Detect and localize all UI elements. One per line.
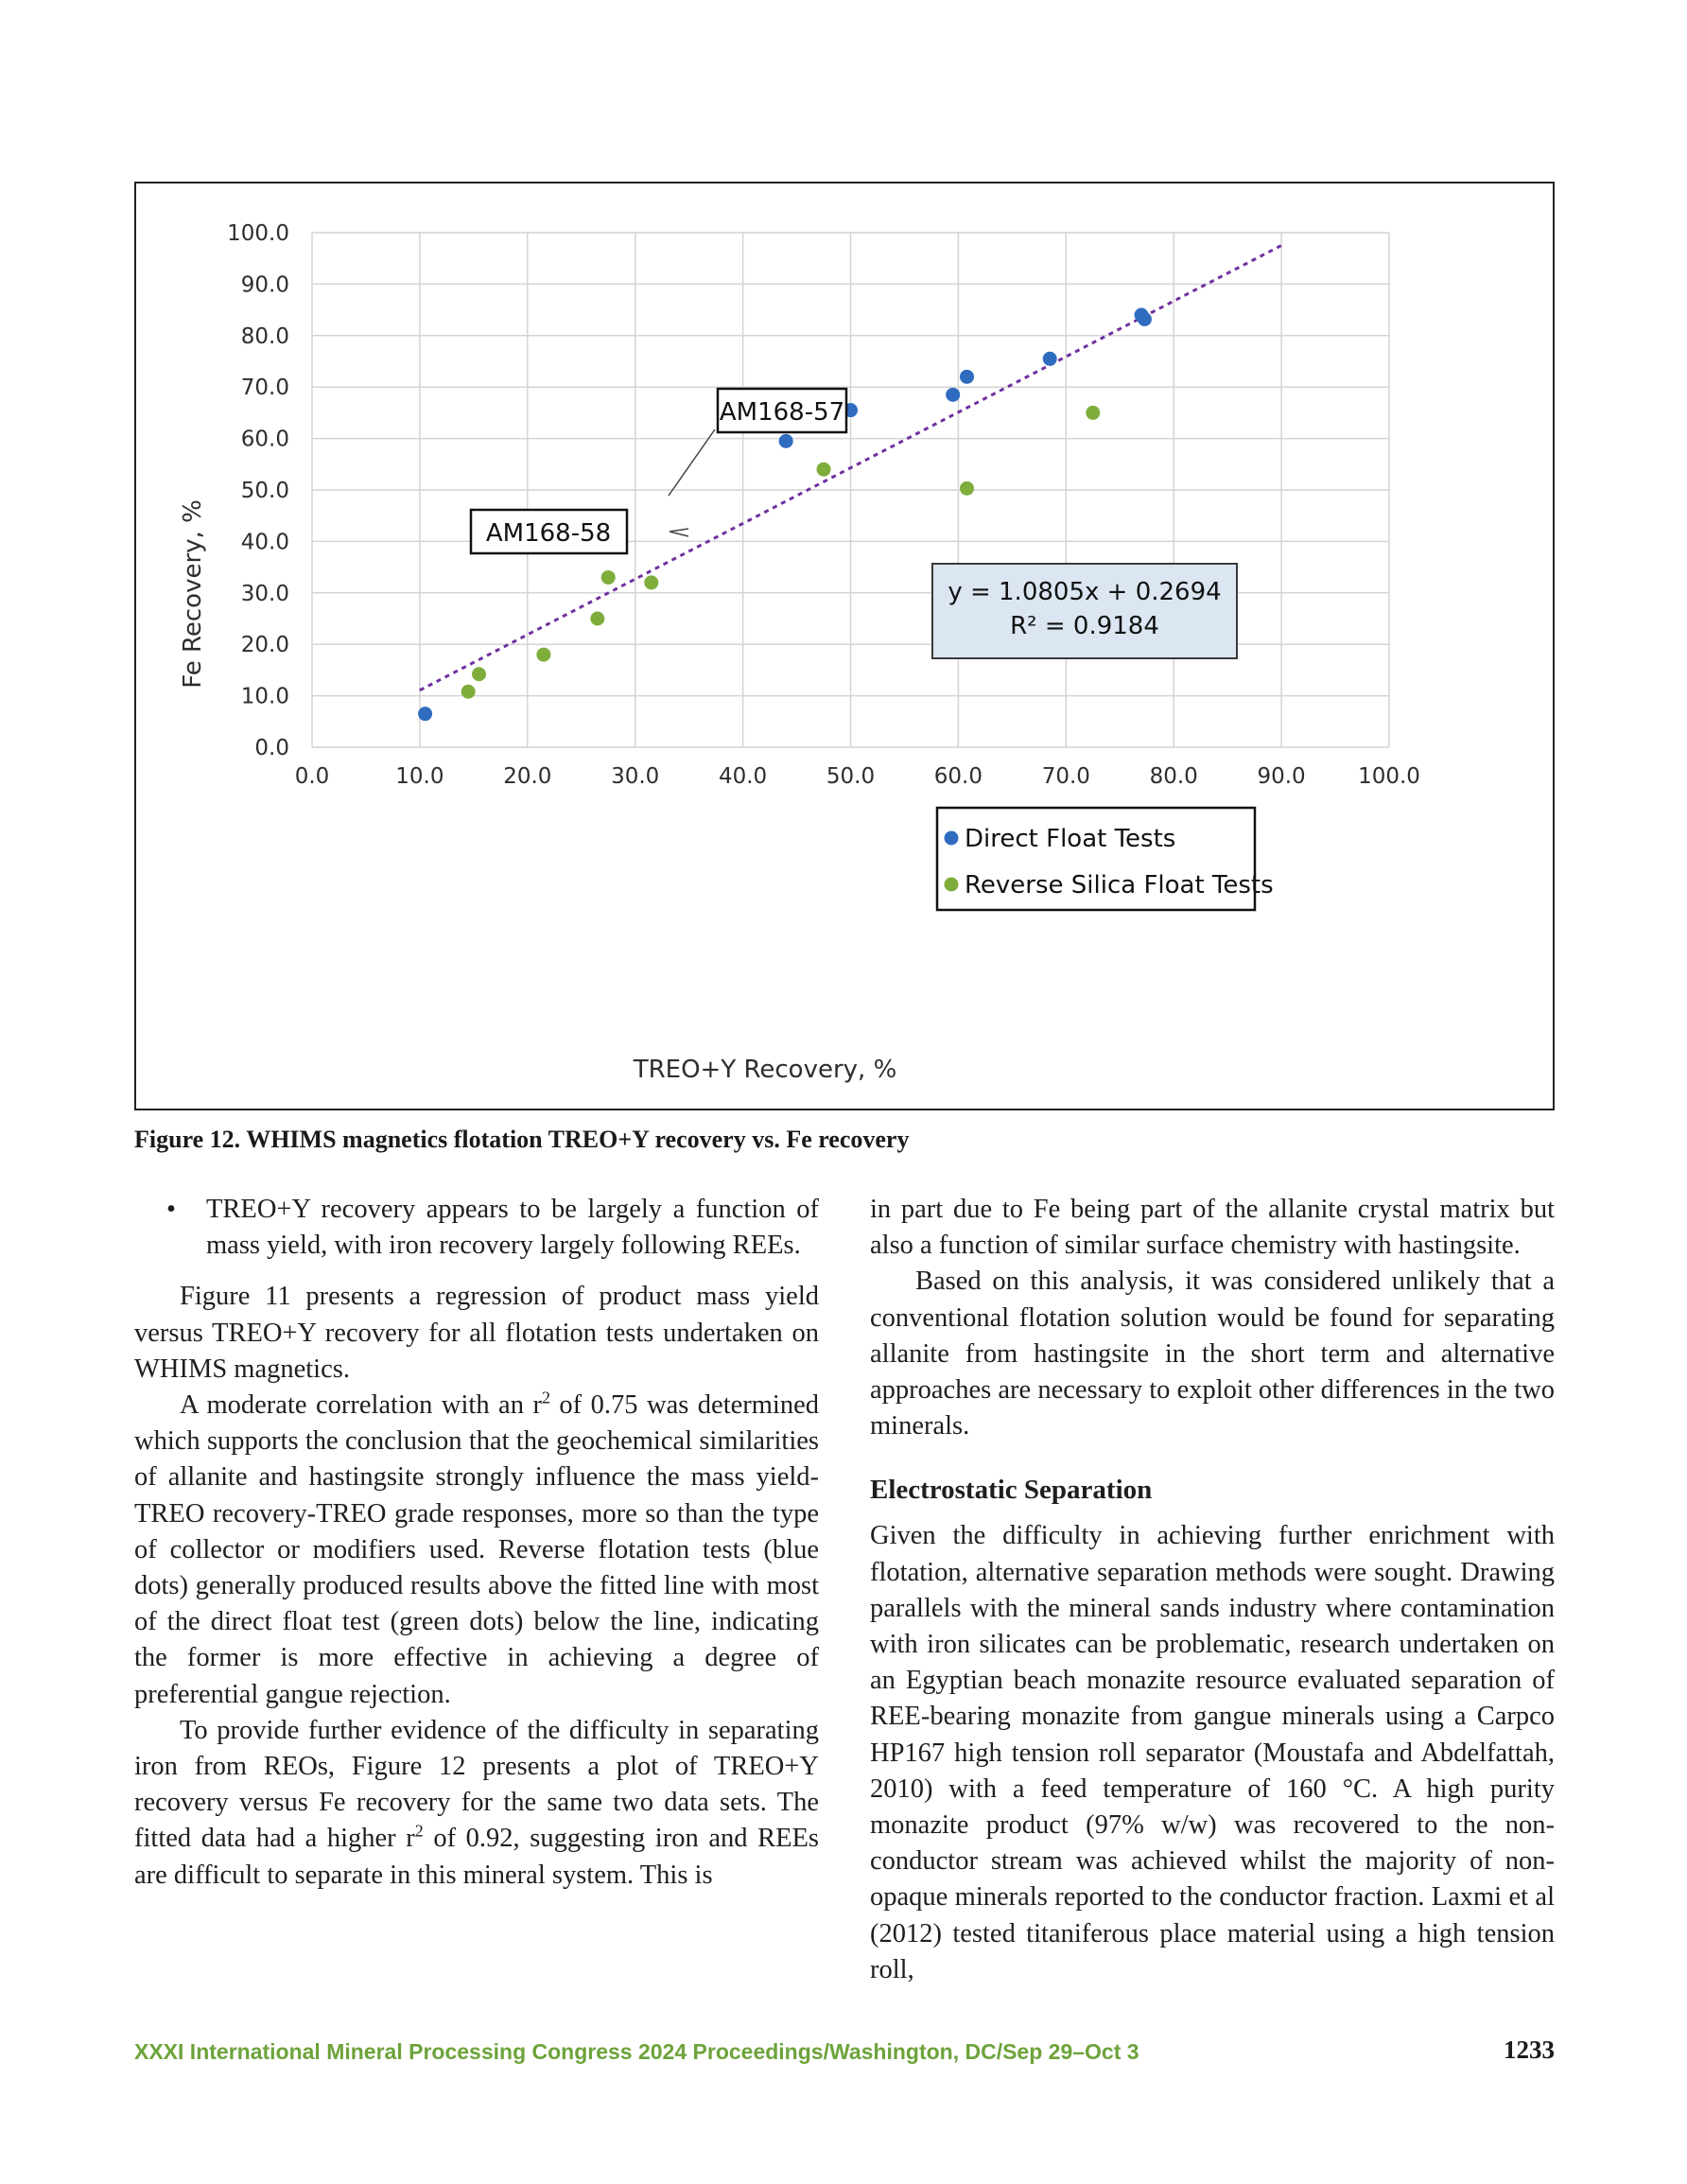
legend-marker-direct <box>945 831 959 846</box>
equation-line-2: R² = 0.9184 <box>1010 612 1159 640</box>
x-tick-label: 20.0 <box>503 764 552 789</box>
y-tick-label: 0.0 <box>254 736 289 760</box>
y-tick-label: 50.0 <box>240 479 289 503</box>
y-tick-label: 80.0 <box>240 323 289 349</box>
point-reverse-silica <box>1086 406 1100 420</box>
legend-label-reverse: Reverse Silica Float Tests <box>965 871 1274 900</box>
y-tick-label: 70.0 <box>240 376 289 401</box>
page-number: 1233 <box>1504 2035 1555 2064</box>
point-direct-float <box>1138 312 1152 326</box>
x-tick-label: 30.0 <box>611 764 660 789</box>
tick-layer <box>227 221 1420 789</box>
point-reverse-silica <box>536 648 550 662</box>
x-tick-label: 100.0 <box>1358 764 1420 789</box>
point-reverse-silica <box>817 463 831 477</box>
equation-line-1: y = 1.0805x + 0.2694 <box>948 578 1222 606</box>
point-reverse-silica <box>960 481 974 496</box>
right-column <box>870 1192 1555 1988</box>
point-direct-float <box>779 434 793 448</box>
point-reverse-silica <box>644 575 658 589</box>
point-direct-float <box>1043 352 1057 366</box>
x-tick-label: 50.0 <box>826 764 876 789</box>
y-tick-label: 100.0 <box>227 221 289 246</box>
bullet-text: TREO+Y recovery appears to be largely a function of mass yield, with iron recovery largely following REEs. <box>206 1195 819 1261</box>
callout-am168-57: AM168-57 <box>719 398 845 427</box>
point-reverse-silica <box>590 612 604 626</box>
callout-leader-am168-58 <box>670 529 688 536</box>
y-tick-label: 60.0 <box>240 427 289 452</box>
figure-caption: Figure 12. WHIMS magnetics flotation TREO+Y recovery vs. Fe recovery <box>134 1126 910 1153</box>
x-tick-label: 60.0 <box>933 764 983 789</box>
legend-marker-reverse <box>945 878 959 892</box>
legend-label-direct: Direct Float Tests <box>965 825 1176 853</box>
scatter-chart <box>136 183 1553 1109</box>
paragraph-continued: in part due to Fe being part of the allanite crystal matrix but also a function of similar surface chemistry with hastingsite. <box>870 1195 1555 1261</box>
footer-proceedings: XXXI International Mineral Processing Congress 2024 Proceedings/Washington, DC/Sep 29–Oct 3 <box>134 2039 1139 2064</box>
y-axis-title: Fe Recovery, % <box>179 499 207 689</box>
paragraph-analysis: Based on this analysis, it was considered unlikely that a conventional flotation solution would be found for separating allanite from hastingsite in the short term and alternative approaches are necessary to exploit other differences in the two minerals. <box>870 1267 1555 1441</box>
y-tick-label: 10.0 <box>240 684 289 709</box>
x-tick-label: 0.0 <box>294 764 330 789</box>
x-tick-label: 80.0 <box>1149 764 1198 789</box>
left-column <box>134 1192 819 1894</box>
x-tick-label: 40.0 <box>718 764 768 789</box>
point-reverse-silica <box>472 667 486 681</box>
figure-frame <box>134 182 1555 1110</box>
callout-leader-am168-57 <box>669 429 715 496</box>
point-direct-float <box>418 707 432 721</box>
y-tick-label: 30.0 <box>240 581 289 606</box>
x-tick-label: 90.0 <box>1257 764 1306 789</box>
point-reverse-silica <box>601 570 616 585</box>
bullet-marker: • <box>166 1195 176 1224</box>
point-reverse-silica <box>461 685 476 699</box>
paragraph-correlation: A moderate correlation with an $r^2$ of 0.75 was determined which supports the conclusion that the geochemical similarities of allanite and hastingsite strongly influence the mass yield-TREO recovery-TREO grade responses, more so than the type of collector or modifiers used. Reverse flotation tests (blue dots) generally produced results above the fitted line with most of the direct float test (green dots) below the line, indicating the former is more effective in achieving a degree of preferential gangue rejection. <box>134 1388 819 1709</box>
paragraph-fig11: Figure 11 presents a regression of product mass yield versus TREO+Y recovery for all flotation tests undertaken on WHIMS magnetics. <box>134 1282 819 1384</box>
y-tick-label: 20.0 <box>240 633 289 658</box>
x-tick-label: 70.0 <box>1041 764 1090 789</box>
callout-am168-58: AM168-58 <box>485 519 612 548</box>
point-direct-float <box>946 388 960 402</box>
section-heading: Electrostatic Separation <box>870 1475 1153 1506</box>
y-tick-label: 90.0 <box>240 272 289 298</box>
bullet-item <box>134 1192 819 1264</box>
x-tick-label: 10.0 <box>395 764 444 789</box>
x-axis-title: TREO+Y Recovery, % <box>633 1056 897 1084</box>
point-direct-float <box>960 370 974 384</box>
paragraph-electrostatic: Given the difficulty in achieving further enrichment with flotation, alternative separation methods were sought. Drawing parallels with the mineral sands industry where contamination with iron silicates can be problematic, research undertaken on an Egyptian beach monazite resource evaluated separation of REE-bearing monazite from gangue minerals using a Carpco HP167 high tension roll separator (Moustafa and Abdelfattah, 2010) with a feed temperature of 160 °C. A high purity monazite product (97% w/w) was recovered to the non-conductor stream was achieved whilst the majority of non-opaque minerals reported to the conductor fraction. Laxmi et al (2012) tested titaniferous place material using a high tension roll, <box>870 1521 1555 1984</box>
paragraph-fig12: To provide further evidence of the difficulty in separating iron from REOs, Figure 12 presents a plot of TREO+Y recovery versus Fe recovery for the same two data sets. The fitted data had a higher $r^2$ of 0.92, suggesting iron and REEs are difficult to separate in this mineral system. This is <box>134 1715 819 1890</box>
y-tick-label: 40.0 <box>240 530 289 555</box>
